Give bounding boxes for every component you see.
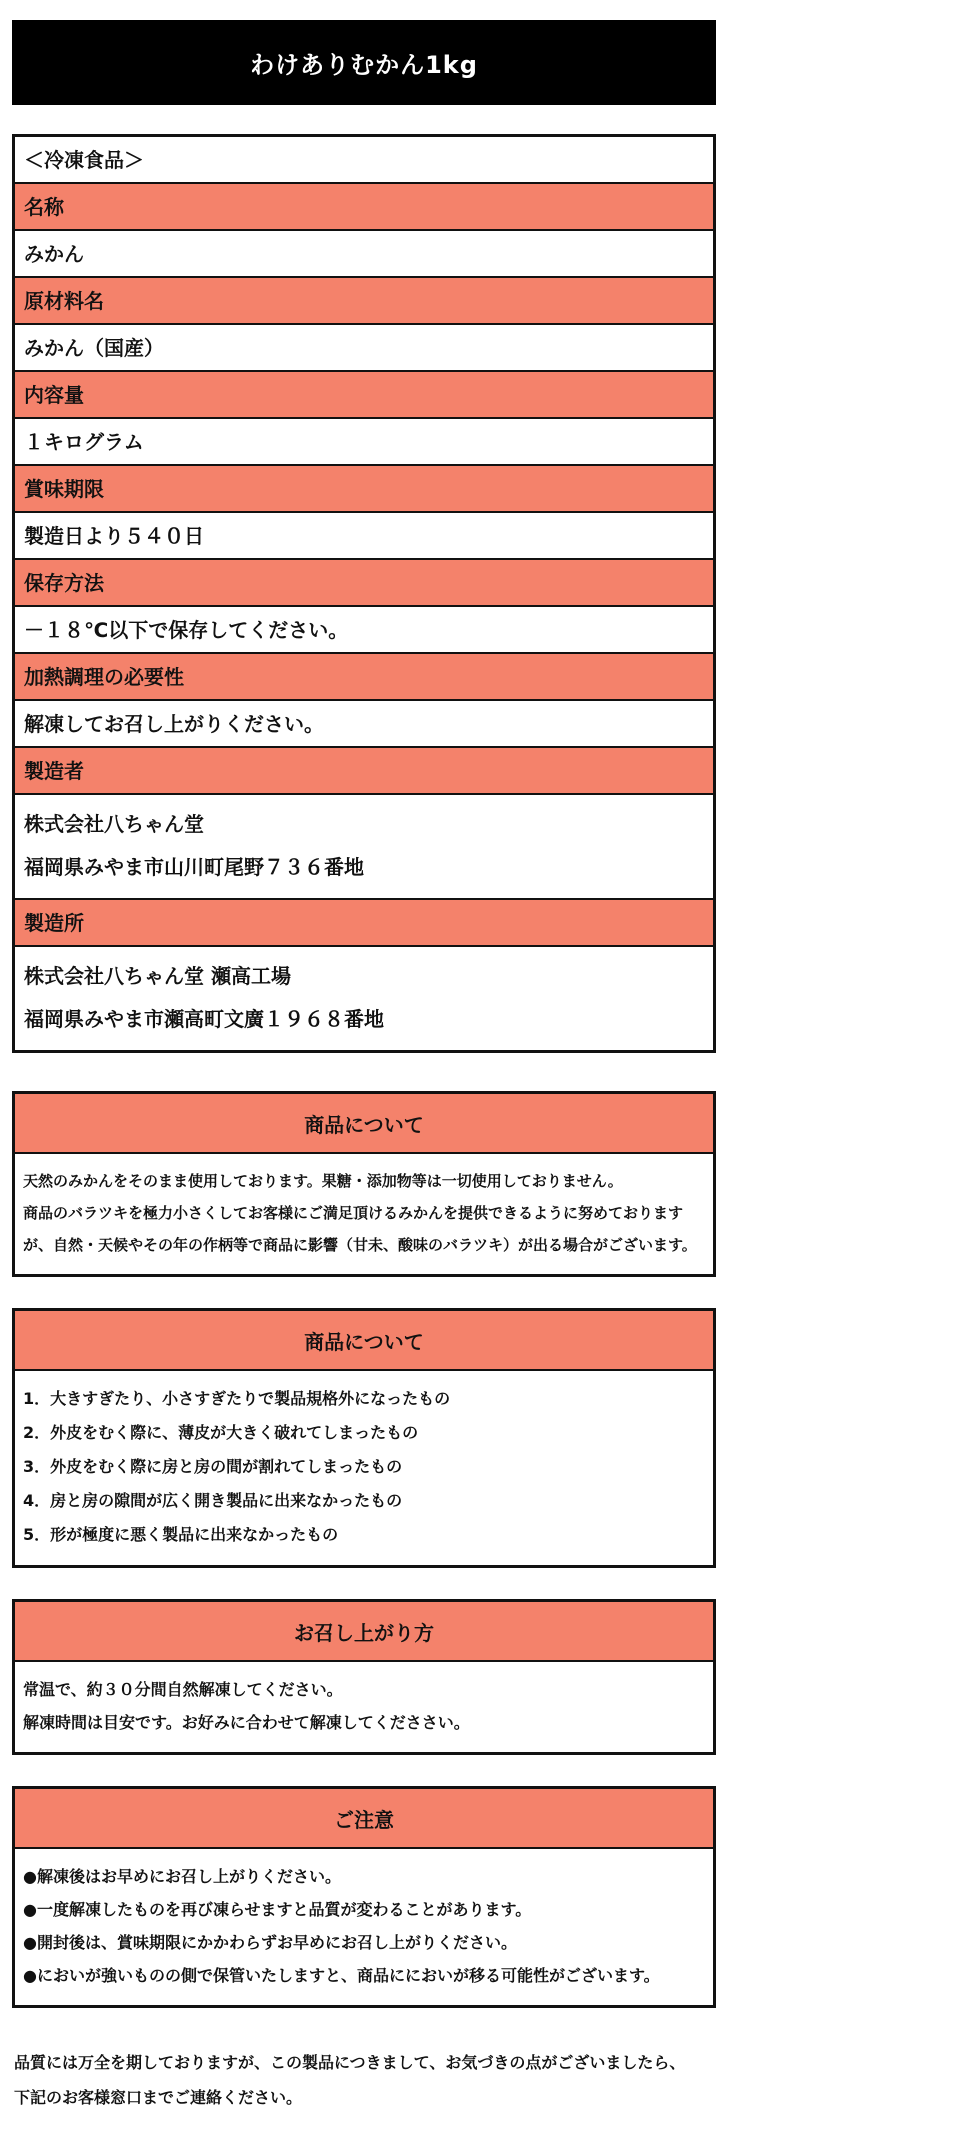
spec-label-manufacturer: 製造者 bbox=[15, 746, 713, 793]
factory-address: 福岡県みやま市瀬高町文廣１９６８番地 bbox=[24, 1007, 384, 1031]
frozen-food-note: ＜冷凍食品＞ bbox=[15, 137, 713, 182]
caution-bullet: ●においが強いものの側で保管いたしますと、商品ににおいが移る可能性がございます。 bbox=[23, 1966, 660, 1985]
reason-list-item: 5．形が極度に悪く製品に出来なかったもの bbox=[23, 1525, 339, 1544]
spec-label-heating: 加熱調理の必要性 bbox=[15, 652, 713, 699]
about-line: 商品のバラツキを極力小さくしてお客様にご満足頂けるみかんを提供できるように努めております bbox=[23, 1204, 684, 1222]
section-about-product-1-body bbox=[15, 1154, 713, 1274]
about-line: が、自然・天候やその年の作柄等で商品に影響（甘未、酸味のバラツキ）が出る場合がございます。 bbox=[23, 1236, 697, 1254]
reason-list-item: 1．大きすぎたり、小さすぎたりで製品規格外になったもの bbox=[23, 1389, 451, 1408]
section-how-to-eat-title: お召し上がり方 bbox=[15, 1602, 713, 1662]
spec-label-name: 名称 bbox=[15, 182, 713, 229]
caution-bullet: ●解凍後はお早めにお召し上がりください。 bbox=[23, 1867, 341, 1886]
quality-note bbox=[12, 2039, 716, 2115]
spec-table bbox=[12, 134, 716, 1053]
manufacturer-address: 福岡県みやま市山川町尾野７３６番地 bbox=[24, 855, 364, 879]
section-about-product-2 bbox=[12, 1308, 716, 1568]
spec-label-best-before: 賞味期限 bbox=[15, 464, 713, 511]
spec-value-heating: 解凍してお召し上がりください。 bbox=[15, 699, 713, 746]
caution-bullet: ●開封後は、賞味期限にかかわらずお早めにお召し上がりください。 bbox=[23, 1933, 517, 1952]
spec-value-ingredients: みかん（国産） bbox=[15, 323, 713, 370]
section-caution-body bbox=[15, 1849, 713, 2005]
section-about-product-1-title: 商品について bbox=[15, 1094, 713, 1154]
quality-note-line: 品質には万全を期しておりますが、この製品につきまして、お気づきの点がございましたら、 bbox=[14, 2053, 686, 2072]
section-about-product-2-title: 商品について bbox=[15, 1311, 713, 1371]
reason-list-item: 2．外皮をむく際に、薄皮が大きく破れてしまったもの bbox=[23, 1423, 419, 1442]
spec-value-factory bbox=[15, 945, 713, 1050]
spec-value-manufacturer bbox=[15, 793, 713, 898]
spec-label-net-content: 内容量 bbox=[15, 370, 713, 417]
reason-list-item: 3．外皮をむく際に房と房の間が割れてしまったもの bbox=[23, 1457, 403, 1476]
section-caution-title: ご注意 bbox=[15, 1789, 713, 1849]
spec-label-factory: 製造所 bbox=[15, 898, 713, 945]
section-caution bbox=[12, 1786, 716, 2008]
spec-label-storage: 保存方法 bbox=[15, 558, 713, 605]
manufacturer-name: 株式会社八ちゃん堂 bbox=[24, 812, 204, 836]
section-about-product-1 bbox=[12, 1091, 716, 1277]
page-title: わけありむかん1kg bbox=[250, 51, 478, 79]
factory-name: 株式会社八ちゃん堂 瀬高工場 bbox=[24, 964, 291, 988]
quality-note-line: 下記のお客様窓口までご連絡ください。 bbox=[14, 2088, 303, 2107]
how-to-eat-line: 解凍時間は目安です。お好みに合わせて解凍してくだささい。 bbox=[23, 1713, 470, 1732]
spec-value-storage: －１８℃以下で保存してください。 bbox=[15, 605, 713, 652]
spec-value-net-content: １キログラム bbox=[15, 417, 713, 464]
section-about-product-2-body bbox=[15, 1371, 713, 1565]
section-how-to-eat bbox=[12, 1599, 716, 1755]
how-to-eat-line: 常温で、約３０分間自然解凍してください。 bbox=[23, 1680, 343, 1699]
about-line: 天然のみかんをそのまま使用しております。果糖・添加物等は一切使用しておりません。 bbox=[23, 1172, 623, 1190]
spec-value-best-before: 製造日より５４０日 bbox=[15, 511, 713, 558]
title-bar bbox=[12, 20, 716, 105]
caution-bullet: ●一度解凍したものを再び凍らせますと品質が変わることがあります。 bbox=[23, 1900, 532, 1919]
reason-list-item: 4．房と房の隙間が広く開き製品に出来なかったもの bbox=[23, 1491, 403, 1510]
spec-label-ingredients: 原材料名 bbox=[15, 276, 713, 323]
content-column bbox=[12, 20, 716, 2115]
spec-value-name: みかん bbox=[15, 229, 713, 276]
section-how-to-eat-body bbox=[15, 1662, 713, 1752]
